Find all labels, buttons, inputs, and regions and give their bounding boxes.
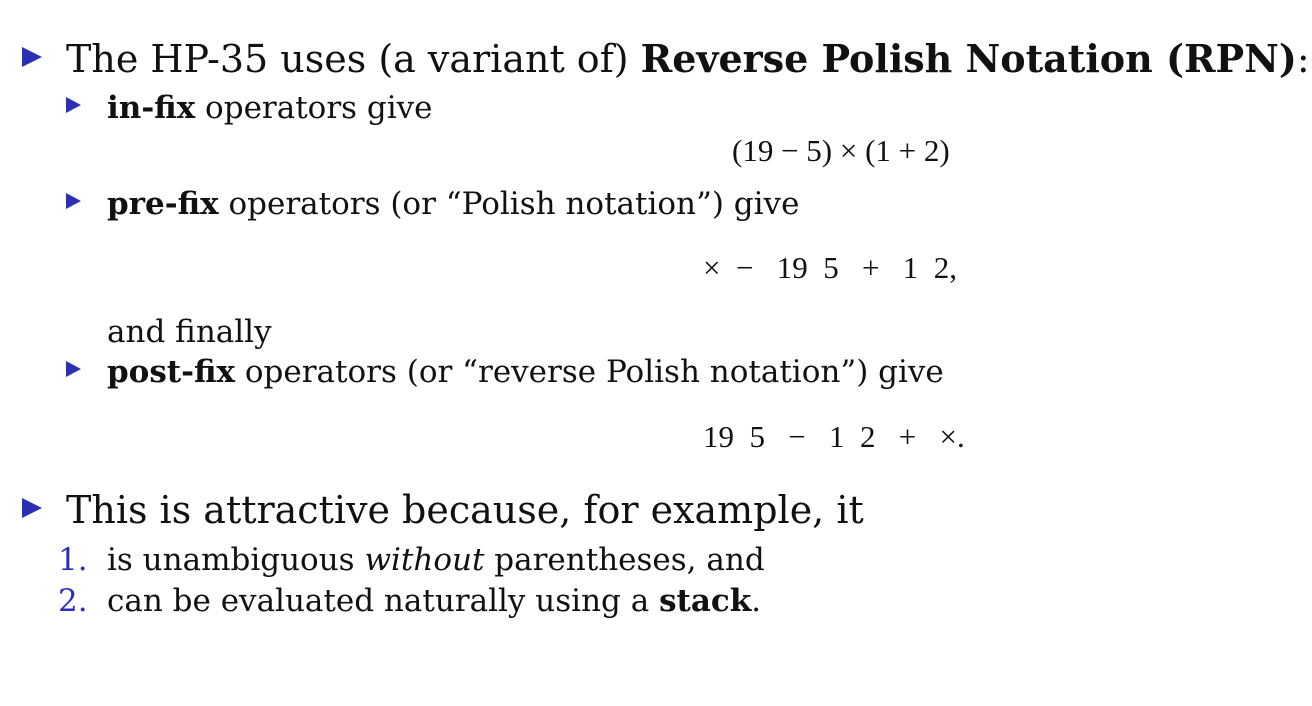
bullet-1-text-bold: Reverse Polish Notation (RPN)	[640, 36, 1297, 81]
infix-rest: operators give	[195, 90, 433, 126]
postfix-rest: operators (or “reverse Polish notation”) give	[235, 354, 944, 390]
bullet-1-text-post: :	[1296, 37, 1310, 81]
list-item-1-number: 1.	[58, 542, 88, 578]
infix-bold: in-fix	[107, 90, 196, 126]
prefix-line	[107, 186, 800, 222]
prefix-rest: operators (or “Polish notation”) give	[218, 186, 800, 222]
postfix-expression: 19 5 − 1 2 + ×.	[703, 419, 965, 454]
list-item-1	[107, 542, 765, 578]
bullet-triangle-icon	[22, 47, 42, 67]
postfix-line	[107, 354, 944, 390]
prefix-expression: × − 19 5 + 1 2,	[703, 250, 957, 285]
postfix-bold: post-fix	[107, 354, 236, 390]
list-item-1-pre: is unambiguous	[107, 542, 365, 578]
list-item-2-bold: stack	[659, 583, 752, 619]
and-finally-text: and finally	[107, 314, 272, 350]
infix-line	[107, 90, 433, 126]
list-item-1-italic: without	[364, 542, 485, 578]
prefix-bold: pre-fix	[107, 186, 219, 222]
bullet-1-text	[66, 36, 1310, 81]
bullet-triangle-icon	[22, 498, 42, 518]
bullet-1-text-pre: The HP-35 uses (a variant of)	[66, 37, 641, 81]
list-item-2-pre: can be evaluated naturally using a	[107, 583, 660, 619]
bullet-2-text: This is attractive because, for example, it	[66, 488, 864, 532]
sub-bullet-triangle-icon	[66, 193, 81, 209]
infix-expression: (19 − 5) × (1 + 2)	[732, 133, 950, 168]
list-item-2-post: .	[751, 583, 762, 619]
list-item-1-post: parentheses, and	[484, 542, 765, 578]
sub-bullet-triangle-icon	[66, 361, 81, 377]
list-item-2-number: 2.	[58, 583, 88, 619]
list-item-2	[107, 583, 762, 619]
sub-bullet-triangle-icon	[66, 97, 81, 113]
